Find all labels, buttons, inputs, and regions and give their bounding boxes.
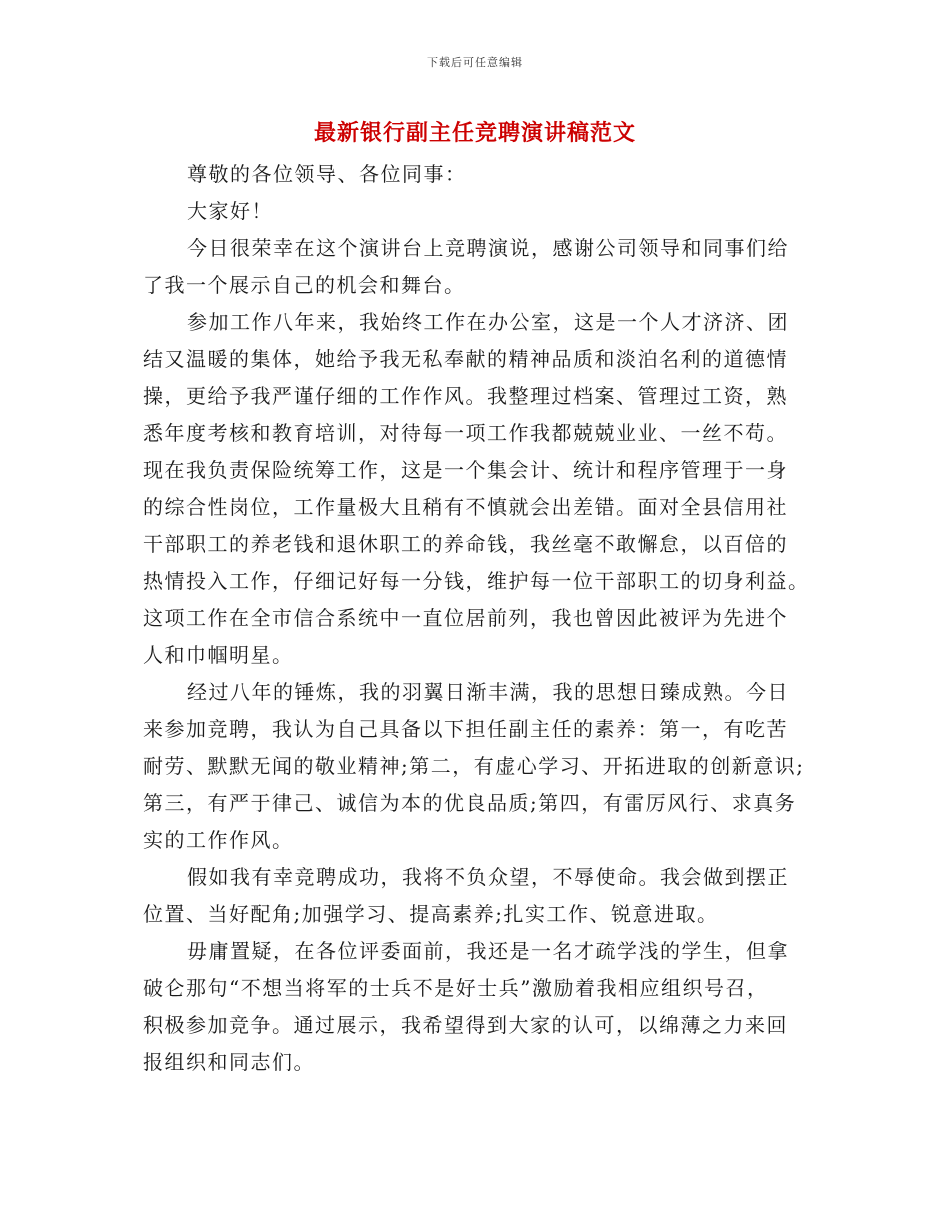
paragraph-line: 今日很荣幸在这个演讲台上竞聘演说，感谢公司领导和同事们给 — [187, 236, 789, 260]
document-title: 最新银行副主任竞聘演讲稿范文 — [313, 121, 636, 146]
paragraph-line: 破仑那句“不想当将军的士兵不是好士兵”激励着我相应组织号召， — [143, 976, 769, 1000]
paragraph-line: 结又温暖的集体，她给予我无私奉献的精神品质和淡泊名利的道德情 — [143, 347, 788, 371]
paragraph-line: 假如我有幸竞聘成功，我将不负众望，不辱使命。我会做到摆正 — [187, 865, 789, 889]
header-note: 下载后可任意编辑 — [427, 56, 523, 69]
paragraph-line: 现在我负责保险统筹工作，这是一个集会计、统计和程序管理于一身 — [143, 458, 788, 482]
paragraph-line: 人和巾帼明星。 — [143, 643, 294, 667]
paragraph-line: 干部职工的养老钱和退休职工的养命钱，我丝毫不敢懈怠，以百倍的 — [143, 532, 788, 556]
paragraph-line: 这项工作在全市信合系统中一直位居前列，我也曾因此被评为先进个 — [143, 606, 788, 630]
paragraph-line: 操，更给予我严谨仔细的工作作风。我整理过档案、管理过工资，熟 — [143, 384, 788, 408]
paragraph-line: 第三，有严于律己、诚信为本的优良品质;第四，有雷厉风行、求真务 — [143, 791, 797, 815]
paragraph-line: 报组织和同志们。 — [143, 1050, 315, 1074]
paragraph-line: 积极参加竞争。通过展示，我希望得到大家的认可，以绵薄之力来回 — [143, 1013, 788, 1037]
salutation: 尊敬的各位领导、各位同事： — [187, 162, 467, 186]
paragraph-line: 实的工作作风。 — [143, 828, 294, 852]
paragraph-line: 悉年度考核和教育培训，对待每一项工作我都兢兢业业、一丝不苟。 — [143, 421, 788, 445]
paragraph-line: 来参加竞聘，我认为自己具备以下担任副主任的素养：第一，有吃苦 — [143, 717, 788, 741]
paragraph-line: 热情投入工作，仔细记好每一分钱，维护每一位干部职工的切身利益。 — [143, 569, 810, 593]
paragraph-line: 参加工作八年来，我始终工作在办公室，这是一个人才济济、团 — [187, 310, 789, 334]
paragraph-line: 毋庸置疑，在各位评委面前，我还是一名才疏学浅的学生，但拿 — [187, 939, 789, 963]
paragraph-line: 了我一个展示自己的机会和舞台。 — [143, 273, 466, 297]
paragraph-line: 的综合性岗位，工作量极大且稍有不慎就会出差错。面对全县信用社 — [143, 495, 788, 519]
paragraph-line: 位置、当好配角;加强学习、提高素养;扎实工作、锐意进取。 — [143, 902, 719, 926]
greeting: 大家好！ — [187, 199, 273, 223]
paragraph-line: 耐劳、默默无闻的敬业精神;第二，有虚心学习、开拓进取的创新意识; — [143, 754, 805, 778]
document-body — [143, 156, 808, 1081]
paragraph-line: 经过八年的锤炼，我的羽翼日渐丰满，我的思想日臻成熟。今日 — [187, 680, 789, 704]
